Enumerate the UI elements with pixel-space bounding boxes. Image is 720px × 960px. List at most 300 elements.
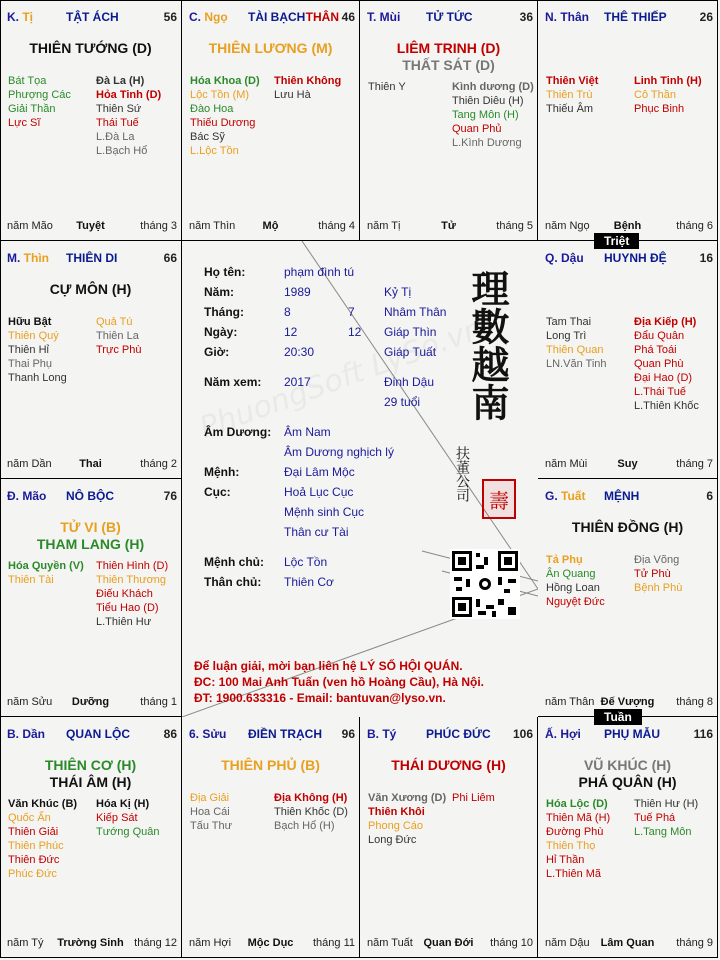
branch-can: N. xyxy=(545,10,561,24)
minor-star: Đà La (H) xyxy=(96,75,145,87)
palace-mao xyxy=(0,479,182,717)
minor-star: Thiên Tài xyxy=(8,574,54,586)
minor-star: Thiên Thương xyxy=(96,574,167,586)
branch-can: C. xyxy=(189,10,205,24)
label-than-chu: Thân chủ: xyxy=(204,575,262,589)
minor-star: Lực Sĩ xyxy=(8,117,41,129)
minor-star: L.Tang Môn xyxy=(634,826,692,838)
main-star: THIÊN ĐỒNG (H) xyxy=(571,519,684,535)
palace-stage: Trường Sinh xyxy=(57,937,124,949)
value-menh: Đại Lâm Mộc xyxy=(284,465,355,479)
branch-can: K. xyxy=(7,10,23,24)
minor-star: Thiên Việt xyxy=(546,75,599,87)
minor-star: Thiên Quý xyxy=(8,330,59,342)
minor-star: Quốc Ấn xyxy=(8,812,51,824)
palace-month: tháng 4 xyxy=(318,220,355,232)
minor-star: Địa Giải xyxy=(190,792,230,804)
value-cuc-relation: Mệnh sinh Cục xyxy=(284,505,365,519)
palace-year: năm Mão xyxy=(7,220,53,232)
palace-branch xyxy=(545,251,584,265)
palace-footer xyxy=(538,220,717,234)
minor-star: Đẩu Quân xyxy=(634,330,685,342)
palace-year: năm Tuất xyxy=(367,937,413,949)
minor-stars-left xyxy=(190,74,260,158)
minor-star: Hữu Bật xyxy=(8,316,52,328)
palace-name: PHÚC ĐỨC xyxy=(426,727,491,741)
palace-footer xyxy=(538,458,717,472)
palace-header xyxy=(360,727,537,743)
palace-age-number: 16 xyxy=(699,251,713,265)
palace-month: tháng 7 xyxy=(676,458,713,470)
minor-star: Thái Tuế xyxy=(96,117,139,129)
label-am-duong: Âm Dương: xyxy=(204,425,272,439)
than-marker: THÂN xyxy=(305,10,339,24)
palace-branch xyxy=(545,727,581,741)
minor-star: LN.Văn Tinh xyxy=(546,358,607,370)
palace-thin xyxy=(0,241,182,479)
minor-star: Tấu Thư xyxy=(190,820,233,832)
palace-month: tháng 10 xyxy=(490,937,533,949)
contact-line-3: ĐT: 1900.633316 - Email: bantuvan@lyso.vn. xyxy=(194,691,446,705)
palace-age-number: 116 xyxy=(693,727,713,741)
minor-stars-right xyxy=(96,315,141,357)
palace-age-number: 36 xyxy=(519,10,533,24)
minor-stars-right xyxy=(634,315,699,413)
minor-star: Tuế Phá xyxy=(634,812,676,824)
minor-star: Phong Cáo xyxy=(368,820,424,832)
palace-age-number: 106 xyxy=(512,727,533,741)
palace-year: năm Mùi xyxy=(545,458,588,470)
palace-header xyxy=(0,10,181,26)
minor-star: L.Thiên Khốc xyxy=(634,400,699,412)
palace-name: HUYNH ĐỆ xyxy=(604,251,667,265)
minor-star: Hóa Quyền (V) xyxy=(8,560,84,572)
main-star: THIÊN LƯƠNG (M) xyxy=(208,40,333,56)
minor-star: Quan Phủ xyxy=(452,123,502,135)
minor-star: Thiên Sứ xyxy=(96,103,142,115)
branch-can: B. xyxy=(7,727,23,741)
calligraphy-logo: 理數越南 xyxy=(465,269,510,421)
minor-star: Điếu Khách xyxy=(96,588,153,600)
minor-stars-left xyxy=(8,559,84,587)
label-ngay: Ngày: xyxy=(204,325,238,339)
palace-stage: Đế Vượng xyxy=(600,696,655,708)
branch-chi: Dậu xyxy=(561,251,584,265)
minor-star: Bát Tọa xyxy=(8,75,47,87)
minor-star: Thiên La xyxy=(96,330,139,342)
palace-branch xyxy=(367,10,400,24)
minor-star: Tiểu Hao (D) xyxy=(96,602,159,614)
palace-branch xyxy=(189,10,228,24)
minor-star: Hóa Kị (H) xyxy=(96,798,150,810)
palace-name: TẬT ÁCH xyxy=(66,10,119,24)
palace-ty xyxy=(360,717,538,958)
minor-star: Thiên Đức xyxy=(8,854,60,866)
branch-chi: Mão xyxy=(22,489,47,503)
main-star: THẤT SÁT (D) xyxy=(402,57,495,73)
palace-stage: Tuyệt xyxy=(76,220,105,232)
minor-stars-right xyxy=(274,791,348,833)
palace-header xyxy=(0,489,181,505)
palace-name: TỬ TỨC xyxy=(426,10,473,24)
minor-star: Linh Tinh (H) xyxy=(634,75,702,87)
minor-star: L.Đà La xyxy=(96,131,135,143)
label-thang: Tháng: xyxy=(204,305,244,319)
minor-star: Thiên Giải xyxy=(8,826,59,838)
palace-header xyxy=(538,727,717,743)
minor-star: Thiên Hư (H) xyxy=(634,798,699,810)
minor-star: Tang Môn (H) xyxy=(452,109,519,121)
minor-star: L.Lộc Tồn xyxy=(190,145,239,157)
minor-star: Thiên Hỉ xyxy=(8,344,49,356)
calligraphy-subtext: 扶董公司 xyxy=(454,446,470,502)
palace-month: tháng 11 xyxy=(312,937,355,949)
branch-chi: Mùi xyxy=(379,10,401,24)
minor-stars-left xyxy=(190,791,232,833)
palace-age-number: 76 xyxy=(163,489,177,503)
minor-star: Thiên Phúc xyxy=(8,840,64,852)
palace-footer xyxy=(360,937,537,951)
palace-header xyxy=(538,489,717,505)
minor-star: Bạch Hổ (H) xyxy=(274,820,335,832)
branch-can: Q. xyxy=(545,251,562,265)
palace-age-number: 96 xyxy=(341,727,355,741)
value-nam-can-chi: Kỷ Tị xyxy=(384,285,412,299)
main-star: THÁI ÂM (H) xyxy=(49,774,132,790)
minor-star: L.Bạch Hổ xyxy=(96,145,148,157)
palace-stage: Lâm Quan xyxy=(600,937,655,949)
palace-branch xyxy=(545,489,585,503)
palace-branch xyxy=(545,10,589,24)
palace-branch xyxy=(7,10,33,24)
branch-can: B. xyxy=(367,727,383,741)
minor-star: Bác Sỹ xyxy=(190,131,225,143)
minor-star: L.Thái Tuế xyxy=(634,386,686,398)
palace-ngo xyxy=(182,0,360,241)
label-nam-xem: Năm xem: xyxy=(204,375,262,389)
main-star: THÁI DƯƠNG (H) xyxy=(391,757,506,773)
minor-star: Thiên Thọ xyxy=(546,840,596,852)
value-ngay-can-chi: Giáp Thìn xyxy=(384,325,437,339)
minor-star: Tử Phù xyxy=(634,568,671,580)
minor-star: Phục Binh xyxy=(634,103,685,115)
palace-branch xyxy=(367,727,396,741)
palace-year: năm Dậu xyxy=(545,937,590,949)
minor-star: Thiên Khốc (D) xyxy=(274,806,348,818)
palace-month: tháng 6 xyxy=(676,220,713,232)
label-menh-chu: Mệnh chủ: xyxy=(204,555,264,569)
value-cuc: Hoả Lục Cục xyxy=(284,485,354,499)
palace-footer xyxy=(0,696,181,710)
minor-stars-right xyxy=(96,74,161,158)
value-thang-can-chi: Nhâm Thân xyxy=(384,305,447,319)
palace-month: tháng 9 xyxy=(676,937,713,949)
palace-footer xyxy=(182,220,359,234)
palace-dau xyxy=(538,241,718,479)
palace-footer xyxy=(360,220,537,234)
value-ngay-lunar: 12 xyxy=(348,325,362,339)
label-gio: Giờ: xyxy=(204,345,230,359)
palace-name: MỆNH xyxy=(604,489,640,503)
palace-year: năm Tị xyxy=(367,220,401,232)
minor-star: Hoa Cái xyxy=(190,806,230,818)
minor-stars-left xyxy=(8,74,71,130)
palace-header xyxy=(0,727,181,743)
value-ngay-solar: 12 xyxy=(284,325,298,339)
minor-stars-left xyxy=(546,74,598,116)
minor-stars-left xyxy=(8,315,67,385)
palace-suu xyxy=(182,717,360,958)
palace-year: năm Dần xyxy=(7,458,52,470)
minor-star: Long Đức xyxy=(368,834,417,846)
minor-star: Đại Hao (D) xyxy=(634,372,693,384)
palace-name: PHỤ MẪU xyxy=(604,727,660,741)
palace-age-number: 6 xyxy=(706,489,713,503)
minor-star: Văn Khúc (B) xyxy=(8,798,78,810)
minor-star: Thiên Hình (D) xyxy=(96,560,169,572)
minor-stars-left xyxy=(546,315,607,371)
minor-star: Thiên Quan xyxy=(546,344,604,356)
minor-stars-right xyxy=(634,797,698,839)
center-panel xyxy=(182,241,538,717)
palace-stage: Thai xyxy=(79,458,102,470)
minor-star: Nguyệt Đức xyxy=(546,596,605,608)
minor-star: Phượng Các xyxy=(8,89,71,101)
value-than-cu: Thân cư Tài xyxy=(284,525,349,539)
minor-star: Trực Phù xyxy=(96,344,142,356)
branch-chi: Tuất xyxy=(561,489,586,503)
palace-month: tháng 8 xyxy=(676,696,713,708)
palace-header xyxy=(0,251,181,267)
palace-year: năm Tý xyxy=(7,937,44,949)
palace-year: năm Sửu xyxy=(7,696,53,708)
palace-stage: Quan Đới xyxy=(423,937,474,949)
minor-star: Đường Phù xyxy=(546,826,604,838)
palace-footer xyxy=(182,937,359,951)
branch-can: M. xyxy=(7,251,24,265)
minor-star: Hóa Khoa (D) xyxy=(190,75,260,87)
label-ho-ten: Họ tên: xyxy=(204,265,246,279)
minor-star: Văn Xương (D) xyxy=(368,792,447,804)
minor-star: Lộc Tồn (M) xyxy=(190,89,250,101)
minor-star: Thiên Mã (H) xyxy=(546,812,611,824)
minor-star: Thiên Y xyxy=(368,81,406,93)
palace-header xyxy=(538,10,717,26)
palace-year: năm Ngọ xyxy=(545,220,590,232)
palace-month: tháng 5 xyxy=(496,220,533,232)
palace-ti xyxy=(0,0,182,241)
palace-stage: Bệnh xyxy=(613,220,642,232)
value-nam-xem: 2017 xyxy=(284,375,311,389)
minor-stars-right xyxy=(634,74,702,116)
value-nam-xem-can-chi: Đinh Dậu xyxy=(384,375,435,389)
contact-line-1: Để luận giải, mời bạn liên hệ LÝ SỐ HỘI QUÁN. xyxy=(194,659,463,673)
minor-star: Cô Thần xyxy=(634,89,676,101)
palace-month: tháng 3 xyxy=(140,220,177,232)
palace-mui xyxy=(360,0,538,241)
minor-star: Tam Thai xyxy=(546,316,592,328)
minor-star: Địa Kiếp (H) xyxy=(634,316,697,328)
branch-can: G. xyxy=(545,489,562,503)
minor-stars-right xyxy=(452,791,495,805)
palace-branch xyxy=(7,727,45,741)
label-cuc: Cục: xyxy=(204,485,231,499)
value-gio: 20:30 xyxy=(284,345,315,359)
palace-year: năm Thân xyxy=(545,696,595,708)
palace-year: năm Thìn xyxy=(189,220,236,232)
label-menh: Mệnh: xyxy=(204,465,240,479)
minor-star: Thiếu Dương xyxy=(190,117,256,129)
main-star: THIÊN CƠ (H) xyxy=(44,757,137,773)
main-star: THIÊN PHỦ (B) xyxy=(221,757,320,773)
minor-stars-left xyxy=(8,797,77,881)
branch-chi: Thìn xyxy=(23,251,49,265)
main-star: PHÁ QUÂN (H) xyxy=(578,774,677,790)
palace-stage: Tử xyxy=(441,220,456,232)
palace-footer xyxy=(0,220,181,234)
palace-stage: Dưỡng xyxy=(71,696,110,708)
minor-star: Bệnh Phù xyxy=(634,582,683,594)
minor-star: Hỏa Tinh (D) xyxy=(96,89,162,101)
branch-can: T. xyxy=(367,10,380,24)
minor-stars-right xyxy=(274,74,341,102)
value-ho-ten: phạm đình tú xyxy=(284,265,355,279)
minor-star: Kình dương (D) xyxy=(452,81,534,93)
palace-name: ĐIỀN TRẠCH xyxy=(248,727,322,741)
minor-star: Quả Tú xyxy=(96,316,133,328)
palace-name: QUAN LỘC xyxy=(66,727,130,741)
palace-dan xyxy=(0,717,182,958)
minor-stars-right xyxy=(96,797,160,839)
minor-star: Tướng Quân xyxy=(96,826,160,838)
main-star: THAM LANG (H) xyxy=(36,536,145,552)
branch-can: Ấ. xyxy=(545,727,561,741)
palace-header xyxy=(360,10,537,26)
palace-footer xyxy=(538,696,717,710)
minor-star: Thiên Trù xyxy=(546,89,593,101)
palace-branch xyxy=(189,727,226,741)
value-thang-solar: 8 xyxy=(284,305,291,319)
palace-branch xyxy=(7,251,49,265)
palace-age-number: 66 xyxy=(163,251,177,265)
palace-name: THIÊN DI xyxy=(66,251,118,265)
branch-chi: Tý xyxy=(382,727,397,741)
minor-stars-left xyxy=(368,80,406,94)
value-menh-chu: Lộc Tồn xyxy=(284,555,328,569)
minor-stars-right xyxy=(452,80,534,150)
main-star: TỬ VI (B) xyxy=(60,519,121,535)
value-thang-lunar: 7 xyxy=(348,305,355,319)
contact-line-2: ĐC: 100 Mai Anh Tuấn (ven hồ Hoàng Cầu), Hà Nội. xyxy=(194,675,485,689)
minor-star: Phúc Đức xyxy=(8,868,57,880)
minor-star: Hóa Lộc (D) xyxy=(546,798,608,810)
value-am-duong: Âm Nam xyxy=(284,425,331,439)
palace-stage: Mộc Dục xyxy=(247,937,294,949)
minor-star: L.Thiên Hư xyxy=(96,616,152,628)
palace-header xyxy=(182,10,359,26)
branch-can: 6. xyxy=(189,727,203,741)
minor-star: Giải Thần xyxy=(8,103,56,115)
palace-tuat xyxy=(538,479,718,717)
palace-hoi xyxy=(538,717,718,958)
palace-age-number: 86 xyxy=(163,727,177,741)
value-than-chu: Thiên Cơ xyxy=(284,575,334,589)
palace-month: tháng 12 xyxy=(134,937,177,949)
minor-star: L.Kình Dương xyxy=(452,137,522,149)
main-star: CỰ MÔN (H) xyxy=(49,281,132,297)
minor-star: Phi Liêm xyxy=(452,792,495,804)
qr-code[interactable] xyxy=(450,549,520,619)
minor-star: Hỉ Thần xyxy=(546,854,585,866)
palace-than xyxy=(538,0,718,241)
value-gio-can-chi: Giáp Tuất xyxy=(384,345,437,359)
value-tuoi: 29 tuổi xyxy=(384,395,421,409)
palace-stage: Mộ xyxy=(262,220,279,232)
palace-header xyxy=(182,727,359,743)
minor-star: Thiếu Âm xyxy=(546,103,594,115)
minor-star: L.Thiên Mã xyxy=(546,868,602,880)
branch-chi: Sửu xyxy=(202,727,227,741)
palace-branch xyxy=(7,489,46,503)
main-star: LIÊM TRINH (D) xyxy=(396,40,501,56)
label-nam: Năm: xyxy=(204,285,235,299)
palace-footer xyxy=(0,458,181,472)
palace-footer xyxy=(538,937,717,951)
branch-chi: Ngọ xyxy=(204,10,228,24)
palace-stage: Suy xyxy=(617,458,638,470)
palace-age-number: 26 xyxy=(699,10,713,24)
value-am-duong-ly: Âm Dương nghịch lý xyxy=(284,445,394,459)
minor-stars-left xyxy=(368,791,446,847)
palace-month: tháng 2 xyxy=(140,458,177,470)
minor-star: Địa Võng xyxy=(634,554,680,566)
palace-header xyxy=(538,251,717,267)
minor-star: Thiên Khôi xyxy=(368,806,425,818)
minor-star: Kiếp Sát xyxy=(96,812,138,824)
minor-star: Lưu Hà xyxy=(274,89,311,101)
palace-name: THÊ THIẾP xyxy=(604,10,667,24)
minor-star: Quan Phù xyxy=(634,358,684,370)
palace-age-number: 46 xyxy=(341,10,355,24)
minor-stars-right xyxy=(634,553,682,595)
main-star: THIÊN TƯỚNG (D) xyxy=(29,40,152,56)
branch-chi: Hợi xyxy=(560,727,581,741)
palace-name: NÔ BỘC xyxy=(66,489,114,503)
minor-star: Thiên Không xyxy=(274,75,342,87)
minor-stars-left xyxy=(546,797,610,881)
seal-stamp: 壽 xyxy=(482,479,516,519)
minor-star: Ân Quang xyxy=(546,568,596,580)
palace-month: tháng 1 xyxy=(140,696,177,708)
branch-chi: Thân xyxy=(560,10,590,24)
minor-star: Thanh Long xyxy=(8,372,67,384)
branch-chi: Dần xyxy=(22,727,46,741)
palace-year: năm Hợi xyxy=(189,937,232,949)
main-star: VŨ KHÚC (H) xyxy=(583,757,672,773)
minor-stars-left xyxy=(546,553,605,609)
branch-chi: Tị xyxy=(22,10,34,24)
minor-star: Địa Không (H) xyxy=(274,792,348,804)
minor-star: Thiên Diêu (H) xyxy=(452,95,524,107)
palace-name: TÀI BẠCH xyxy=(248,10,306,24)
minor-stars-right xyxy=(96,559,168,629)
minor-star: Hồng Loan xyxy=(546,582,600,594)
tuan-tag: Tuần xyxy=(594,709,642,725)
triet-tag: Triệt xyxy=(594,233,639,249)
minor-star: Đào Hoa xyxy=(190,103,234,115)
minor-star: Tả Phụ xyxy=(546,554,583,566)
value-nam: 1989 xyxy=(284,285,311,299)
